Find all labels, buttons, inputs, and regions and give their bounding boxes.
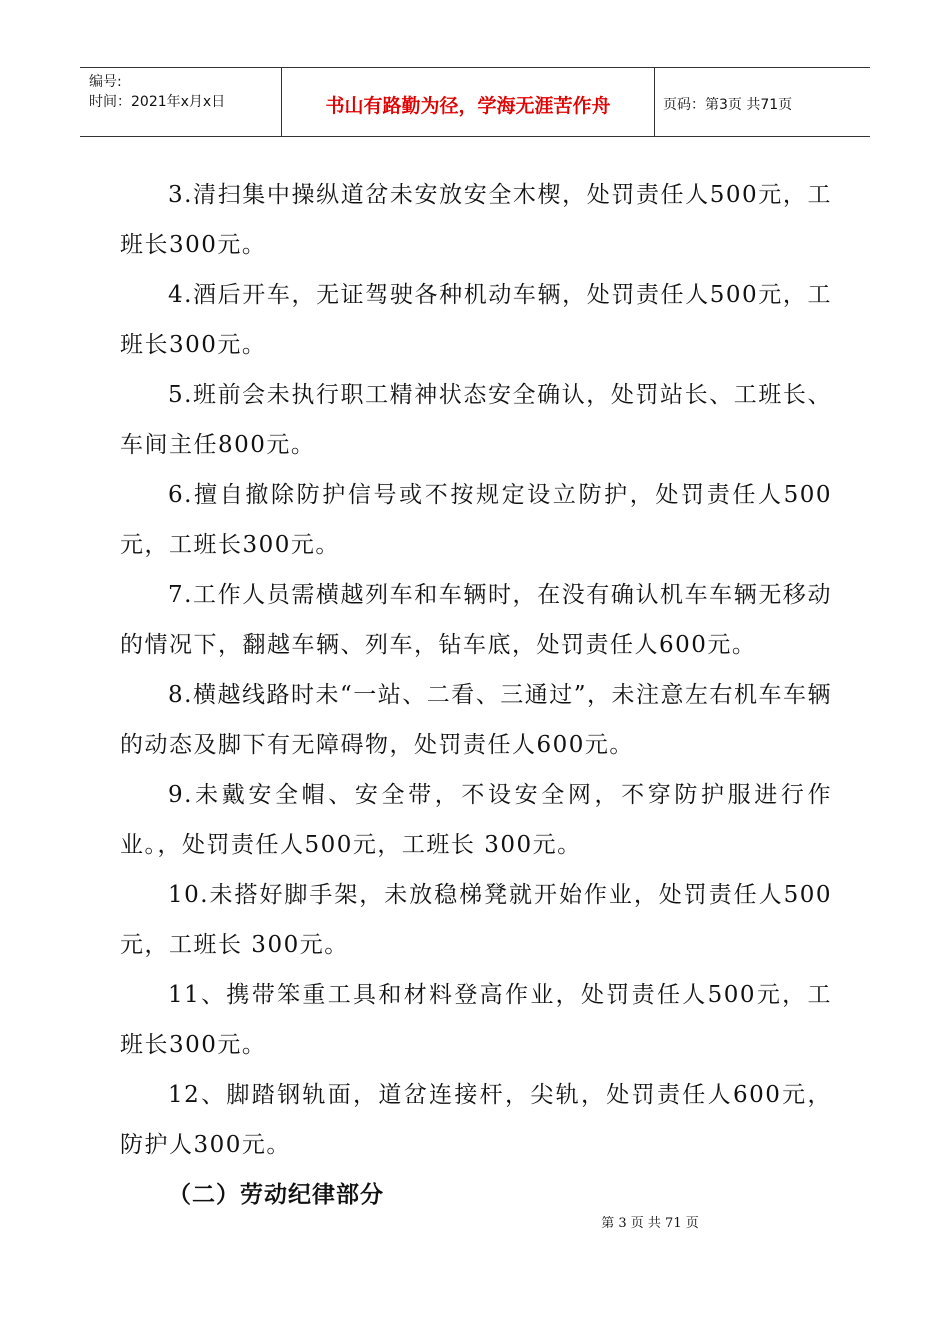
rule-item-12: 12、脚踏钢轨面，道岔连接杆，尖轨，处罚责任人600元，防护人300元。 — [120, 1082, 832, 1158]
footer-page-number: 第 3 页 共 71 页 — [601, 1216, 699, 1231]
rule-item-5: 5.班前会未执行职工精神状态安全确认，处罚站长、工班长、车间主任800元。 — [120, 382, 832, 458]
page-footer — [0, 1212, 950, 1231]
doc-number-label: 编号: — [89, 74, 122, 90]
header-motto: 书山有路勤为径，学海无涯苦作舟 — [282, 68, 655, 136]
rule-item-3: 3.清扫集中操纵道岔未安放安全木楔，处罚责任人500元，工班长300元。 — [120, 182, 832, 258]
section-title: （二）劳动纪律部分 — [168, 1182, 384, 1208]
rule-item-4: 4.酒后开车，无证驾驶各种机动车辆，处罚责任人500元，工班长300元。 — [120, 282, 832, 358]
page-header — [80, 67, 870, 137]
rule-item-6: 6.擅自撤除防护信号或不按规定设立防护，处罚责任人500元，工班长300元。 — [120, 482, 832, 558]
rule-item-9: 9.未戴安全帽、安全带，不设安全网，不穿防护服进行作业。，处罚责任人500元，工班长 300元。 — [120, 782, 832, 858]
doc-time: 时间：2021年x月x日 — [89, 94, 226, 110]
rule-item-7: 7.工作人员需横越列车和车辆时，在没有确认机车车辆无移动的情况下，翻越车辆、列车，钻车底，处罚责任人600元。 — [120, 582, 832, 658]
rule-item-11: 11、携带笨重工具和材料登高作业，处罚责任人500元，工班长300元。 — [120, 982, 832, 1058]
rule-item-10: 10.未搭好脚手架，未放稳梯凳就开始作业，处罚责任人500元，工班长 300元。 — [120, 882, 832, 958]
document-body — [120, 170, 832, 1220]
rule-item-8: 8.横越线路时未“一站、二看、三通过”，未注意左右机车车辆的动态及脚下有无障碍物，处罚责任人600元。 — [120, 682, 832, 758]
header-meta — [80, 68, 282, 136]
header-page-info: 页码：第3页 共71页 — [663, 97, 793, 113]
